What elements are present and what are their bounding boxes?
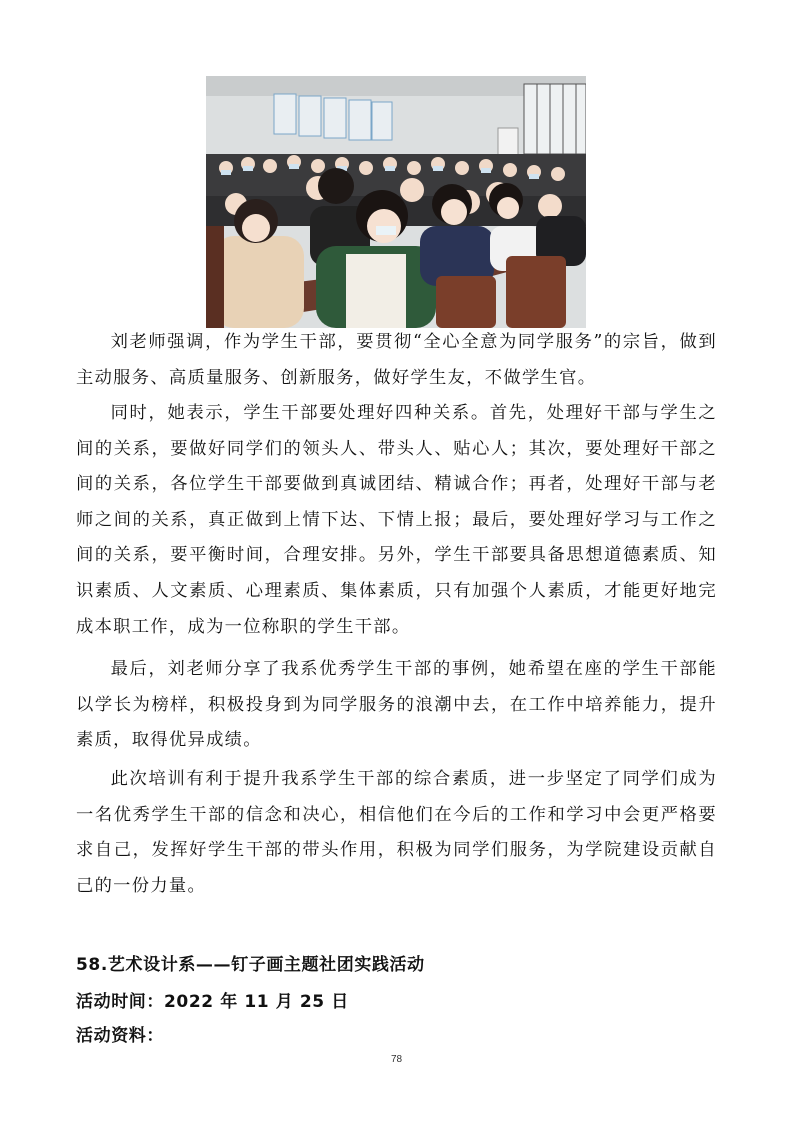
activity-materials-label: 活动资料： (76, 1026, 164, 1046)
classroom-photo (206, 76, 586, 328)
classroom-photo-icon (206, 76, 586, 328)
paragraph-1: 刘老师强调，作为学生干部，要贯彻“全心全意为同学服务”的宗旨，做到主动服务、高质量服务、创新服务，做好学生友，不做学生官。 (76, 332, 717, 388)
paragraph-3: 最后，刘老师分享了我系优秀学生干部的事例，她希望在座的学生干部能以学长为榜样，积极投身到为同学服务的浪潮中去，在工作中培养能力，提升素质，取得优异成绩。 (76, 659, 717, 751)
activity-date: 活动时间：2022 年 11 月 25 日 (76, 992, 349, 1012)
page-number: 78 (390, 1054, 403, 1065)
paragraph-4: 此次培训有利于提升我系学生干部的综合素质，进一步坚定了同学们成为一名优秀学生干部的信念和决心，相信他们在今后的工作和学习中会更严格要求自己，发挥好学生干部的带头作用，积极为同学们服务，为学院建设贡献自己的一份力量。 (76, 769, 717, 896)
paragraph-2: 同时，她表示，学生干部要处理好四种关系。首先，处理好干部与学生之间的关系，要做好同学们的领头人、带头人、贴心人；其次，要处理好干部之间的关系，各位学生干部要做到真诚团结、精诚合作；再者，处理好干部与老师之间的关系，真正做到上情下达、下情上报；最后，要处理好学习与工作之间的关系，要平衡时间，合理安排。另外，学生干部要具备思想道德素质、知识素质、人文素质、心理素质、集体素质，只有加强个人素质，才能更好地完成本职工作，成为一位称职的学生干部。 (76, 403, 717, 637)
section-title: 58.艺术设计系——钉子画主题社团实践活动 (76, 955, 425, 975)
